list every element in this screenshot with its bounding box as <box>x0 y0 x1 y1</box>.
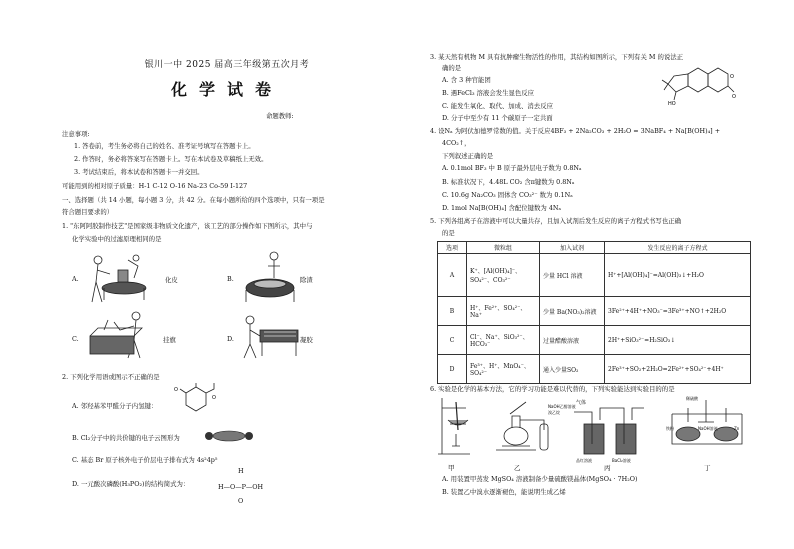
q3-stem-cont: 确的是 <box>442 64 462 72</box>
column-header: 加入试剂 <box>540 242 605 254</box>
table-header-row <box>438 242 751 254</box>
bromoethane-label: 溴乙烷 <box>548 410 560 415</box>
figure-label-ding: 丁 <box>704 464 711 472</box>
q1-figure-d <box>240 310 304 362</box>
h3po2-structure: H—O—P—OH <box>218 483 264 491</box>
q3-option-d: D. 分子中至少有 11 个碳原子一定共面 <box>442 114 553 122</box>
table-row <box>438 326 751 355</box>
exam-title: 化学试卷 <box>170 80 283 99</box>
column-header: 发生反应的离子方程式 <box>605 242 751 254</box>
q6-stem: 6. 实验是化学的基本方法，它的学习功能是难以代替的，下列实验能达到实验目的的是 <box>430 385 675 393</box>
reagent-cell: 少量 Ba(NO₃)₂溶液 <box>540 297 605 326</box>
note-item: 2. 作答时，务必将答案写在答题卡上。写在本试卷及草稿纸上无效。 <box>74 155 268 163</box>
q1-option-text: 化皮 <box>165 276 178 284</box>
q1-option-label: C. <box>72 335 79 343</box>
q3-option-c: C. 能发生氧化、取代、加成、消去反应 <box>442 102 553 110</box>
section-heading-cont: 符合题目要求的） <box>62 208 114 216</box>
iron-label: 铁粉 <box>666 426 674 431</box>
h3po2-o-bottom: O <box>238 497 244 505</box>
q1-figure-b <box>240 250 304 306</box>
naoh-ethanol-label: NaOH乙醇溶液 <box>548 404 576 409</box>
svg-text:O: O <box>174 387 178 393</box>
table-row <box>438 297 751 326</box>
q6-option-b: B. 装置乙中溴水逐渐褪色，能说明生成乙烯 <box>442 488 566 496</box>
section-heading: 一、选择题（共 14 小题，每小题 3 分，共 42 分。在每小题所给的四个选项中，只有一项是 <box>62 196 325 204</box>
dilute-acid-label: 稀硫酸 <box>686 396 698 401</box>
q1-option-text: 挂旗 <box>163 336 176 344</box>
q3-stem: 3. 某天然有机物 M 具有抗肿瘤生物活性的作用，其结构如图所示，下列有关 M 的说法正 <box>430 53 684 61</box>
option-cell: C <box>438 326 467 355</box>
q1-option-label: B. <box>227 275 234 283</box>
column-header: 选项 <box>438 242 467 254</box>
q2-option-b: B. Cl₂分子中的共价键的电子云图形为 <box>72 434 180 442</box>
ions-cell: Fe³⁺、H⁺、MnO₄⁻、SO₄²⁻ <box>467 355 540 384</box>
q4-option-d: D. 1mol Na[B(OH)₄] 含配位键数为 4Nₐ <box>442 204 561 212</box>
reagent-cell: 过量醋酸溶液 <box>540 326 605 355</box>
naoh-label: NaOH溶液 <box>698 426 718 431</box>
atomic-masses: 可能用到的相对原子质量：H-1 C-12 O-16 Na-23 Co-59 I-127 <box>62 182 248 190</box>
q5-stem-cont: 的是 <box>442 229 455 237</box>
q1-figure-c <box>84 310 158 362</box>
note-item: 3. 考试结束后，将本试卷和答题卡一并交回。 <box>74 168 204 176</box>
svg-text:O: O <box>732 94 736 100</box>
q2-stem: 2. 下列化学用语或图示不正确的是 <box>62 373 160 381</box>
salicylaldehyde-structure <box>172 383 220 419</box>
reagent-cell: 少量 HCl 溶液 <box>540 254 605 297</box>
svg-text:O: O <box>730 74 734 80</box>
option-cell: A <box>438 254 467 297</box>
q1-stem-cont: 化学实验中的过滤原理相同的是 <box>72 235 162 243</box>
q1-option-text: 凝胶 <box>300 336 313 344</box>
table-row <box>438 254 751 297</box>
equation-cell: 3Fe²⁺+4H⁺+NO₃⁻=3Fe³⁺+NO↑+2H₂O <box>605 297 751 326</box>
q2-option-d: D. 一元酸次磷酸(H₃PO₂)的结构简式为： <box>72 480 190 488</box>
option-cell: D <box>438 355 467 384</box>
q6-option-a: A. 用装置甲蒸发 MgSO₄ 溶液制备少量硫酸镁晶体(MgSO₄ · 7H₂O) <box>442 475 638 483</box>
q4-option-c: C. 10.6g Na₂CO₃ 固体含 CO₃²⁻ 数为 0.1Nₐ <box>442 191 573 199</box>
q4-stem-cont: 下列叙述正确的是 <box>442 152 494 160</box>
electron-cloud-shape <box>204 429 254 443</box>
q4-option-a: A. 0.1mol BF₃ 中 B 原子最外层电子数为 0.8Nₐ <box>442 164 582 172</box>
q2-option-c: C. 基态 Br 原子核外电子价层电子排布式为 4s²4p⁵ <box>72 456 218 464</box>
column-header: 微粒组 <box>467 242 540 254</box>
ions-cell: H⁺、Fe²⁺、SO₄²⁻、Na⁺ <box>467 297 540 326</box>
author-label: 命题教师: <box>266 112 294 120</box>
q4-stem-cont: 4CO₂↑， <box>442 139 471 147</box>
option-cell: B <box>438 297 467 326</box>
q5-stem: 5. 下列各组离子在溶液中可以大量共存，且加入试剂后发生反应的离子方程式书写也正确 <box>430 217 681 225</box>
equation-cell: 2Fe³⁺+SO₂+2H₂O=2Fe²⁺+SO₄²⁻+4H⁺ <box>605 355 751 384</box>
bacl2-label: BaCl₂溶液 <box>612 458 631 463</box>
q1-option-text: 除渣 <box>300 276 313 284</box>
q1-figure-a <box>84 252 160 306</box>
notes-heading: 注意事项: <box>62 130 90 138</box>
ion-reaction-table <box>437 241 751 384</box>
pinkdye-label: 品红溶液 <box>576 458 592 463</box>
q1-option-label: A. <box>72 275 79 283</box>
q4-option-b: B. 标准状况下，4.48L CO₂ 含π键数为 0.8Nₐ <box>442 178 575 186</box>
ions-cell: Cl⁻、Na⁺、SiO₃²⁻、HCO₃⁻ <box>467 326 540 355</box>
q2-option-a: A. 邻羟基苯甲醛分子内氢键： <box>72 402 158 410</box>
compound-m-structure <box>660 64 742 106</box>
table-row <box>438 355 751 384</box>
q3-option-a: A. 含 3 种官能团 <box>442 76 491 84</box>
equation-cell: H⁺+[Al(OH)₄]⁻=Al(OH)₃↓+H₂O <box>605 254 751 297</box>
reagent-cell: 通入少量SO₂ <box>540 355 605 384</box>
zinc-label: Zn <box>734 426 740 431</box>
q1-stem: 1. "东阿阿胶制作技艺"是国家级非物质文化遗产，该工艺的部分操作如下图所示，其中与 <box>62 222 313 230</box>
h3po2-h-top: H <box>238 467 244 475</box>
figure-label-jia: 甲 <box>448 464 455 472</box>
q4-stem: 4. 设Nₐ 为阿伏加德罗常数的值。关于反应4BF₃ + 2Na₂CO₃ + 2H₂O = 3NaBF₄ + Na[B(OH)₄] + <box>430 127 721 135</box>
equation-cell: 2H⁺+SiO₃²⁻=H₂SiO₃↓ <box>605 326 751 355</box>
note-item: 1. 答卷前，考生务必将自己的姓名、准考证号填写在答题卡上。 <box>74 142 255 150</box>
figure-label-bing: 丙 <box>604 464 611 472</box>
school-title: 银川一中 2025 届高三年级第五次月考 <box>144 60 310 70</box>
q1-option-label: D. <box>227 335 234 343</box>
q6-apparatus-figure <box>436 394 756 474</box>
svg-text:O: O <box>212 395 216 401</box>
q3-option-b: B. 遇FeCl₃ 溶液会发生显色反应 <box>442 89 535 97</box>
gas-label: 气体 <box>576 400 587 406</box>
ions-cell: K⁺、[Al(OH)₄]⁻、SO₄²⁻、CO₃²⁻ <box>467 254 540 297</box>
svg-text:HO: HO <box>668 101 676 106</box>
figure-label-yi: 乙 <box>514 464 521 472</box>
